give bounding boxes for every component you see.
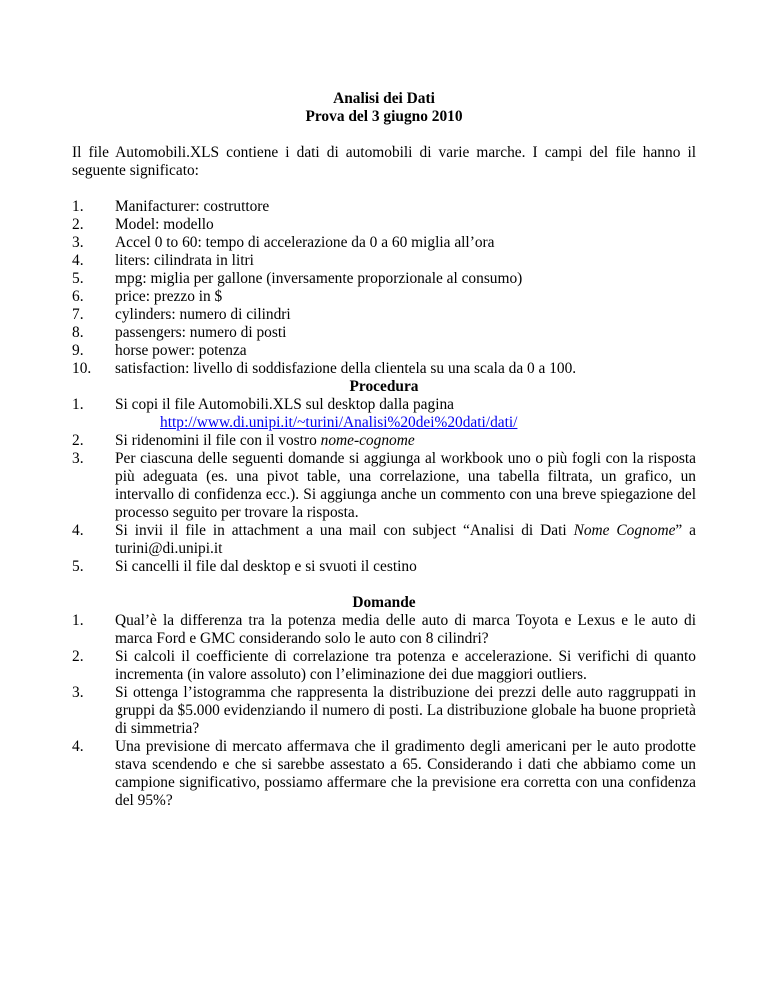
document-title: Analisi dei Dati [333,90,435,107]
list-item: 3. Si ottenga l’istogramma che rappresenta la distribuzione dei prezzi delle auto raggruppati in gruppi da $5.000 evidenziando il numero di posti. La distribuzione globale ha buone proprietà di simmetria? [72,684,696,737]
procedura-step-4: 4. Si invii il file in attachment a una mail con subject “Analisi di Dati Nome Cognome” a turini@di.unipi.it [72,522,696,557]
procedura-step-1: 1. Si copi il file Automobili.XLS sul desktop dalla pagina http://www.di.unipi.it/~turini/Analisi%20dei%20dati/dati/ [72,396,696,432]
domande-heading: Domande [352,594,416,611]
list-item: 3. Accel 0 to 60: tempo di accelerazione da 0 a 60 miglia all’ora [72,234,495,251]
emphasis-text: nome-cognome [320,432,415,449]
list-item: 2. Model: modello [72,216,214,233]
domande-list [72,612,696,810]
list-item: 10. satisfaction: livello di soddisfazione della clientela su una scala da 0 a 100. [72,360,577,377]
document-subtitle: Prova del 3 giugno 2010 [305,108,463,125]
list-item: 4. Una previsione di mercato affermava che il gradimento degli americani per le auto prodotte stava scendendo e che si sarebbe assestato a 65. Considerando i dati che abbiamo come un campione significativo, possiamo affermare che la previsione era corretta con una confidenza del 95%? [72,738,696,809]
procedura-step-5: 5. Si cancelli il file dal desktop e si svuoti il cestino [72,558,417,575]
list-item: 8. passengers: numero di posti [72,324,287,341]
list-item: 6. price: prezzo in $ [72,288,223,305]
list-item: 2. Si calcoli il coefficiente di correlazione tra potenza e accelerazione. Si verifichi di quanto incrementa (in valore assoluto) con l’eliminazione dei due maggiori outliers. [72,648,696,683]
dataset-link[interactable]: http://www.di.unipi.it/~turini/Analisi%20dei%20dati/dati/ [160,414,518,431]
procedura-step-3: 3. Per ciascuna delle seguenti domande si aggiunga al workbook uno o più fogli con la risposta più adeguata (es. una pivot table, una correlazione, una tabella filtrata, un grafico, un intervallo di confidenza ecc.). Si aggiunga anche un commento con una breve spiegazione del processo seguito per trovare la risposta. [72,450,696,521]
list-item: 7. cylinders: numero di cilindri [72,306,291,323]
procedura-heading: Procedura [349,378,419,395]
list-item: 4. liters: cilindrata in litri [72,252,254,269]
spacer [72,576,696,594]
document-body [72,90,696,810]
list-item: 9. horse power: potenza [72,342,247,359]
list-item: 1. Manifacturer: costruttore [72,198,270,215]
procedura-step-2: 2. Si ridenomini il file con il vostro nome-cognome [72,432,415,449]
intro-paragraph: Il file Automobili.XLS contiene i dati di automobili di varie marche. I campi del file hanno il seguente significato: [72,144,696,179]
fields-list [72,198,696,378]
procedura-list [72,396,696,576]
list-item: 1. Qual’è la differenza tra la potenza media delle auto di marca Toyota e Lexus e le auto di marca Ford e GMC considerando solo le auto con 8 cilindri? [72,612,696,647]
emphasis-text: Nome Cognome [573,522,676,539]
list-item: 5. mpg: miglia per gallone (inversamente proporzionale al consumo) [72,270,523,287]
